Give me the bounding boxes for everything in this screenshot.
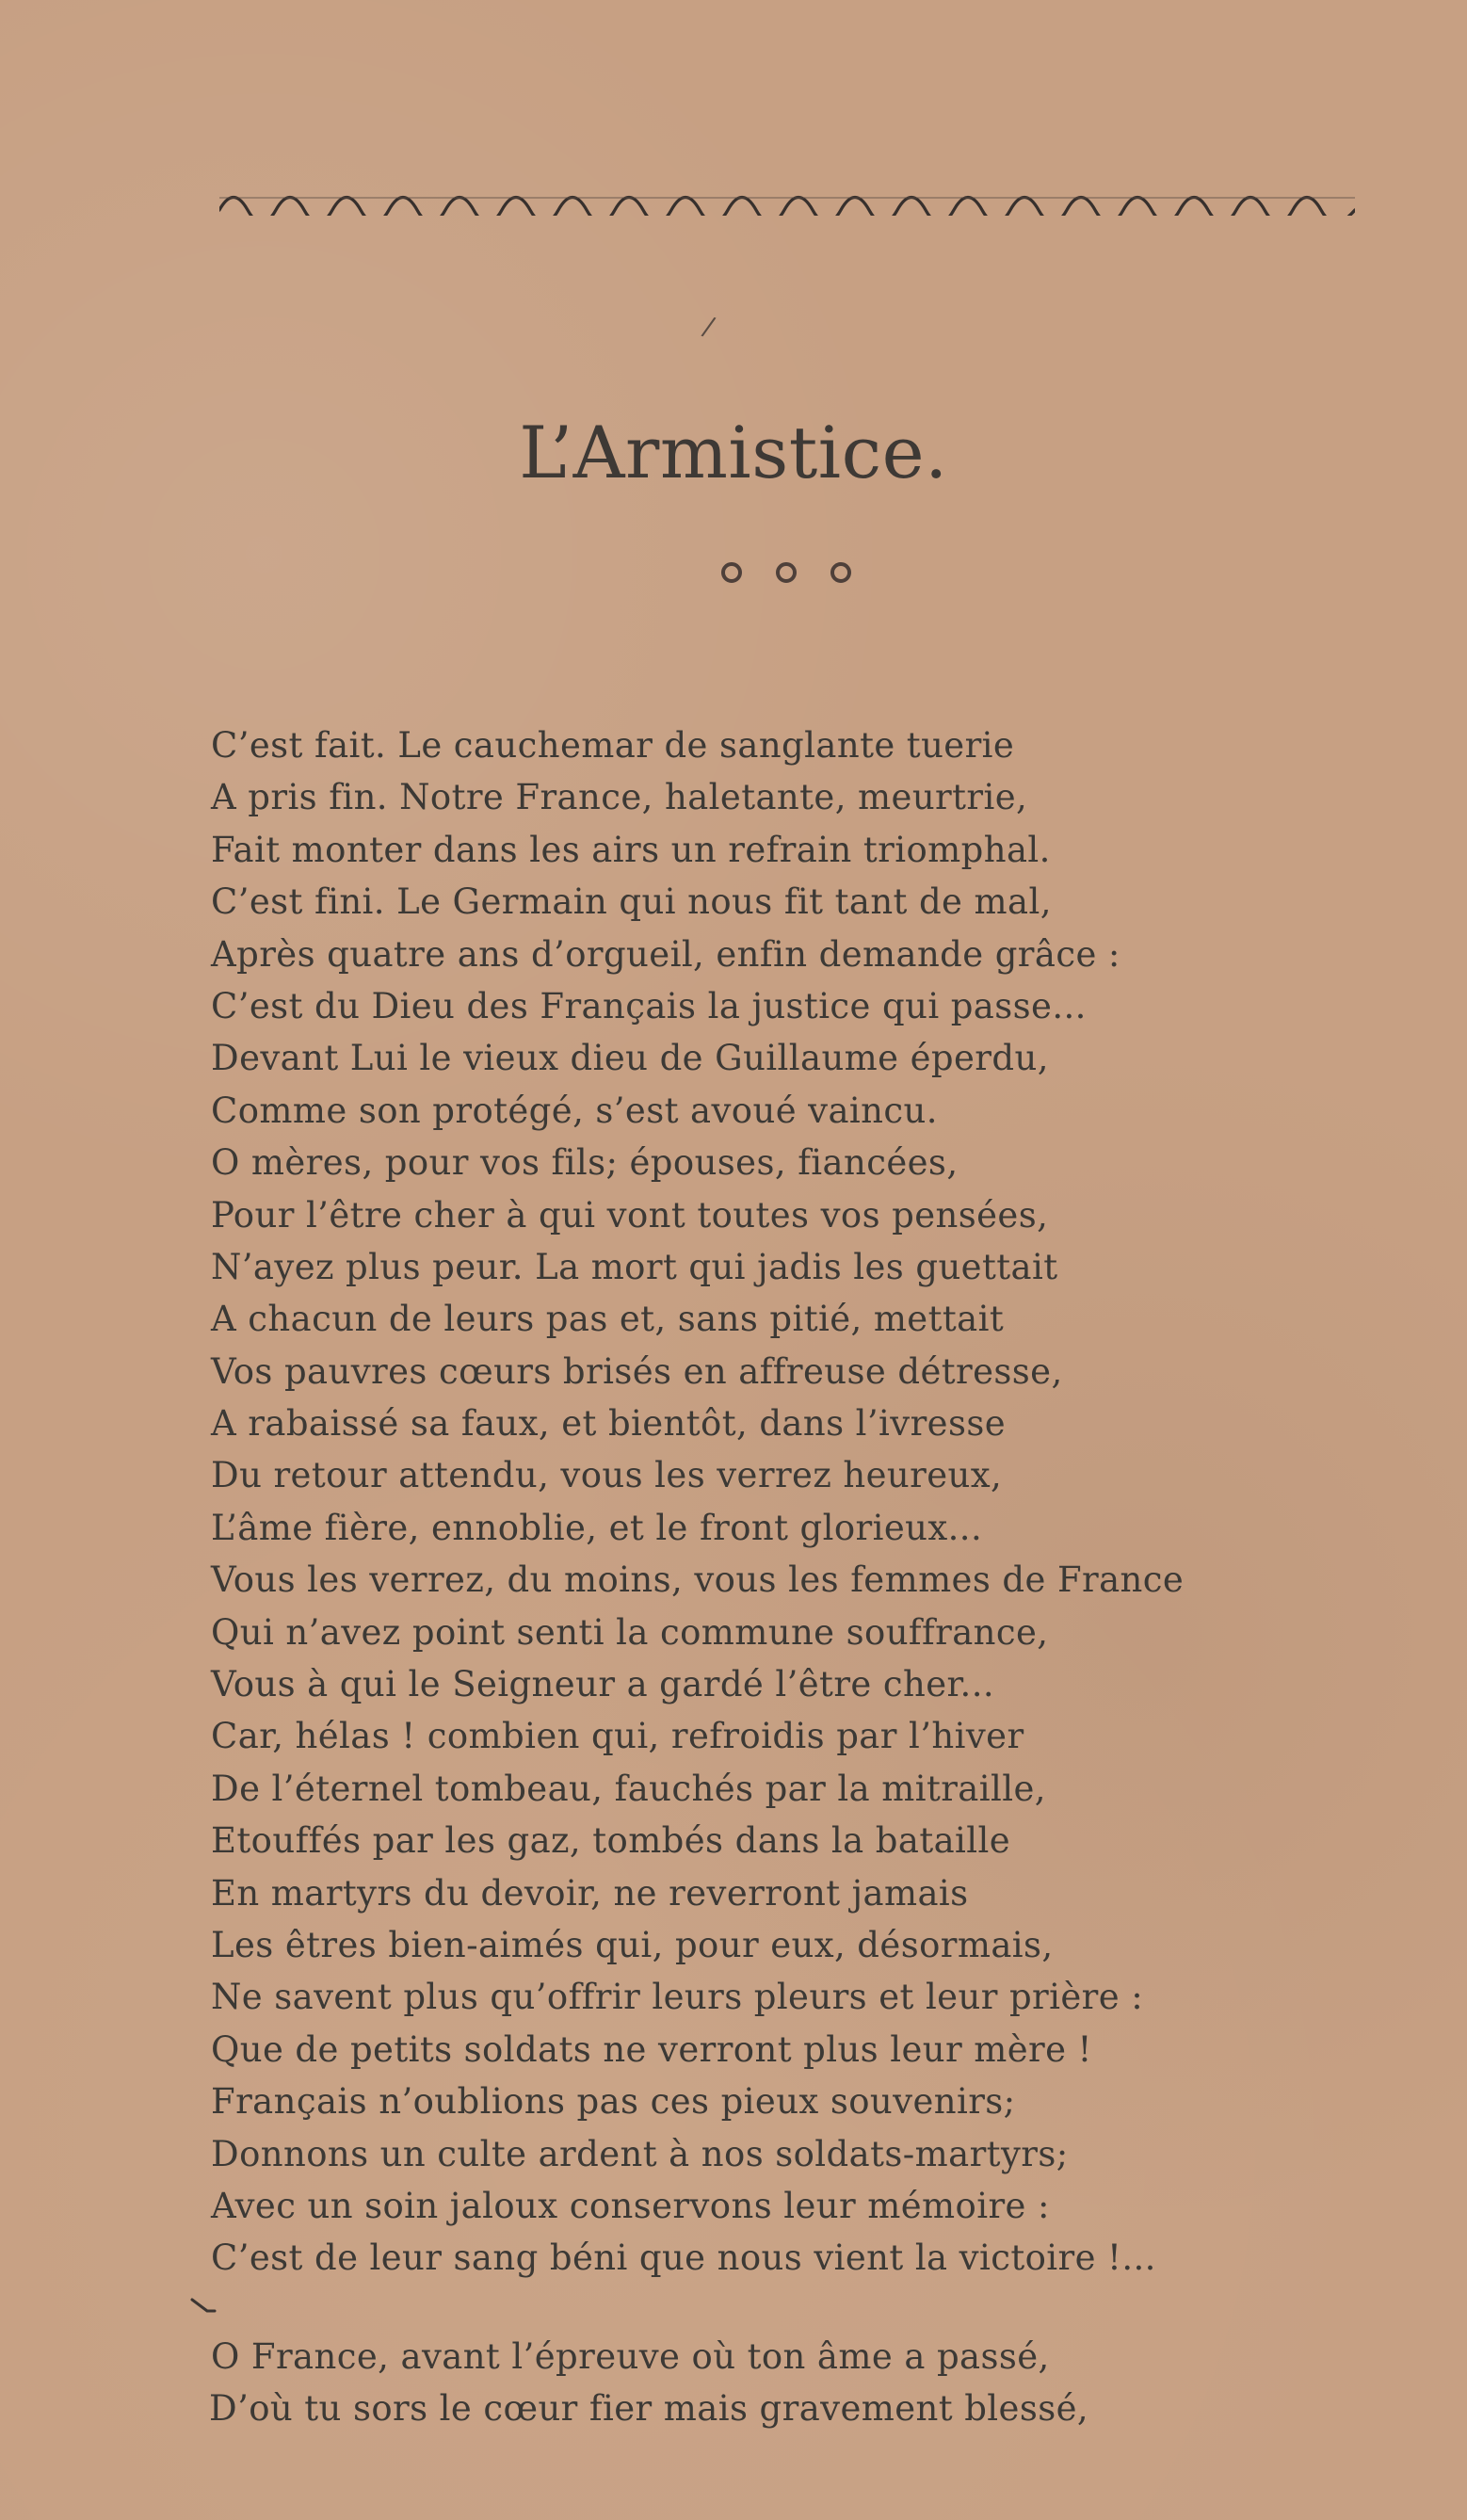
verse-line: Fait monter dans les airs un refrain triomphal. (211, 829, 1051, 870)
poem-body (211, 719, 1284, 2435)
verse-line: Les êtres bien-aimés qui, pour eux, désormais, (211, 1924, 1054, 1965)
verse-line: Comme son protégé, s’est avoué vaincu. (211, 1090, 938, 1131)
verse-line: Que de petits soldats ne verront plus leur mère ! (211, 2028, 1092, 2070)
verse-line: N’ayez plus peur. La mort qui jadis les guettait (211, 1246, 1058, 1287)
three-circle-divider (716, 560, 857, 585)
page-title: L’Armistice. (519, 411, 948, 494)
verse-line: Du retour attendu, vous les verrez heureux, (211, 1455, 1003, 1496)
stanza-2 (211, 2331, 1284, 2435)
verse-line: Donnons un culte ardent à nos soldats-martyrs; (211, 2133, 1069, 2174)
verse-line: A chacun de leurs pas et, sans pitié, mettait (211, 1299, 1005, 1340)
verse-line: O France, avant l’épreuve où ton âme a passé, (211, 2335, 1050, 2377)
verse-line: Vous les verrez, du moins, vous les femmes de France (211, 1559, 1185, 1601)
stanza-1 (211, 719, 1284, 2285)
verse-line: Qui n’avez point senti la commune souffrance, (211, 1611, 1049, 1653)
verse-line: C’est de leur sang béni que nous vient la victoire !... (211, 2237, 1156, 2279)
verse-line: En martyrs du devoir, ne reverront jamais (211, 1872, 969, 1914)
verse-line: Devant Lui le vieux dieu de Guillaume éperdu, (211, 1038, 1049, 1079)
verse-line: L’âme fière, ennoblie, et le front glorieux... (211, 1507, 983, 1548)
wavy-rule-ornament (219, 187, 1355, 216)
verse-line: Après quatre ans d’orgueil, enfin demande grâce : (211, 933, 1120, 975)
verse-line: Vos pauvres cœurs brisés en affreuse détresse, (211, 1350, 1063, 1392)
verse-line: Français n’oublions pas ces pieux souvenirs; (211, 2081, 1016, 2123)
verse-line: Pour l’être cher à qui vont toutes vos pensées, (211, 1194, 1049, 1236)
small-slash-mark: / (700, 310, 718, 343)
verse-line: D’où tu sors le cœur fier mais gravement blessé, (209, 2388, 1089, 2430)
verse-line: A pris fin. Notre France, haletante, meurtrie, (211, 777, 1028, 818)
verse-line: O mères, pour vos fils; épouses, fiancées, (211, 1142, 959, 1184)
margin-tick-mark (190, 2298, 217, 2320)
verse-line: Avec un soin jaloux conservons leur mémoire : (211, 2185, 1050, 2226)
verse-line: Car, hélas ! combien qui, refroidis par l’hiver (211, 1716, 1024, 1757)
stanza-spacer (211, 2285, 1284, 2331)
verse-line: Vous à qui le Seigneur a gardé l’être cher... (211, 1664, 995, 1705)
verse-line: A rabaissé sa faux, et bientôt, dans l’ivresse (211, 1403, 1007, 1445)
verse-line: Etouffés par les gaz, tombés dans la bataille (211, 1820, 1011, 1862)
verse-line: C’est fait. Le cauchemar de sanglante tuerie (211, 725, 1015, 766)
verse-line: Ne savent plus qu’offrir leurs pleurs et leur prière : (211, 1977, 1144, 2018)
verse-line: De l’éternel tombeau, fauchés par la mitraille, (211, 1768, 1046, 1809)
verse-line: C’est fini. Le Germain qui nous fit tant de mal, (211, 881, 1052, 923)
verse-line: C’est du Dieu des Français la justice qui passe... (211, 985, 1087, 1026)
